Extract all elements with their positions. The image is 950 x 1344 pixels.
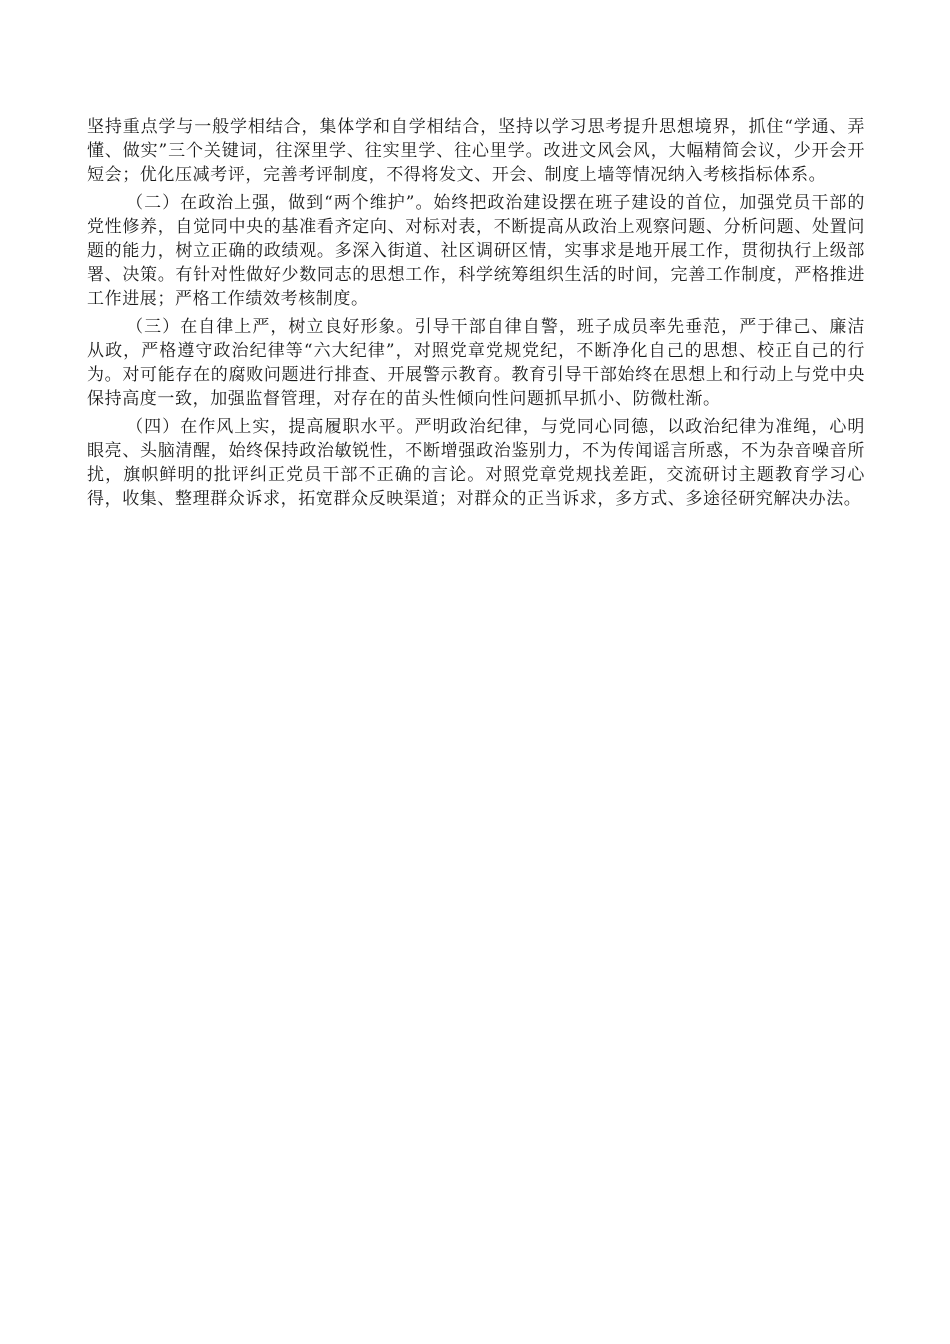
paragraph-section-3: （三）在自律上严，树立良好形象。引导干部自律自警，班子成员率先垂范，严于律己、廉洁从政，严格遵守政治纪律等“六大纪律”，对照党章党规党纪，不断净化自己的思想、校正自己的行为。对可能存在的腐败问题进行排查、开展警示教育。教育引导干部始终在思想上和行动上与党中央保持高度一致，加强监督管理，对存在的苗头性倾向性问题抓早抓小、防微杜渐。 xyxy=(87,317,865,409)
paragraph-section-2: （二）在政治上强，做到“两个维护”。始终把政治建设摆在班子建设的首位，加强党员干部的党性修养，自觉同中央的基准看齐定向、对标对表，不断提高从政治上观察问题、分析问题、处置问题的能力，树立正确的政绩观。多深入街道、社区调研区情，实事求是地开展工作，贯彻执行上级部署、决策。有针对性做好少数同志的思想工作，科学统筹组织生活的时间，完善工作制度，严格推进工作进展；严格工作绩效考核制度。 xyxy=(87,193,865,309)
paragraph-section-4: （四）在作风上实，提高履职水平。严明政治纪律，与党同心同德，以政治纪律为准绳，心明眼亮、头脑清醒，始终保持政治敏锐性，不断增强政治鉴别力，不为传闻谣言所惑，不为杂音噪音所扰，旗帜鲜明的批评纠正党员干部不正确的言论。对照党章党规找差距，交流研讨主题教育学习心得，收集、整理群众诉求，拓宽群众反映渠道；对群众的正当诉求，多方式、多途径研究解决办法。 xyxy=(87,417,865,509)
document-body xyxy=(87,115,865,515)
paragraph-intro: 坚持重点学与一般学相结合，集体学和自学相结合，坚持以学习思考提升思想境界，抓住“学通、弄懂、做实”三个关键词，往深里学、往实里学、往心里学。改进文风会风，大幅精简会议，少开会开短会；优化压减考评，完善考评制度，不得将发文、开会、制度上墙等情况纳入考核指标体系。 xyxy=(87,117,865,185)
